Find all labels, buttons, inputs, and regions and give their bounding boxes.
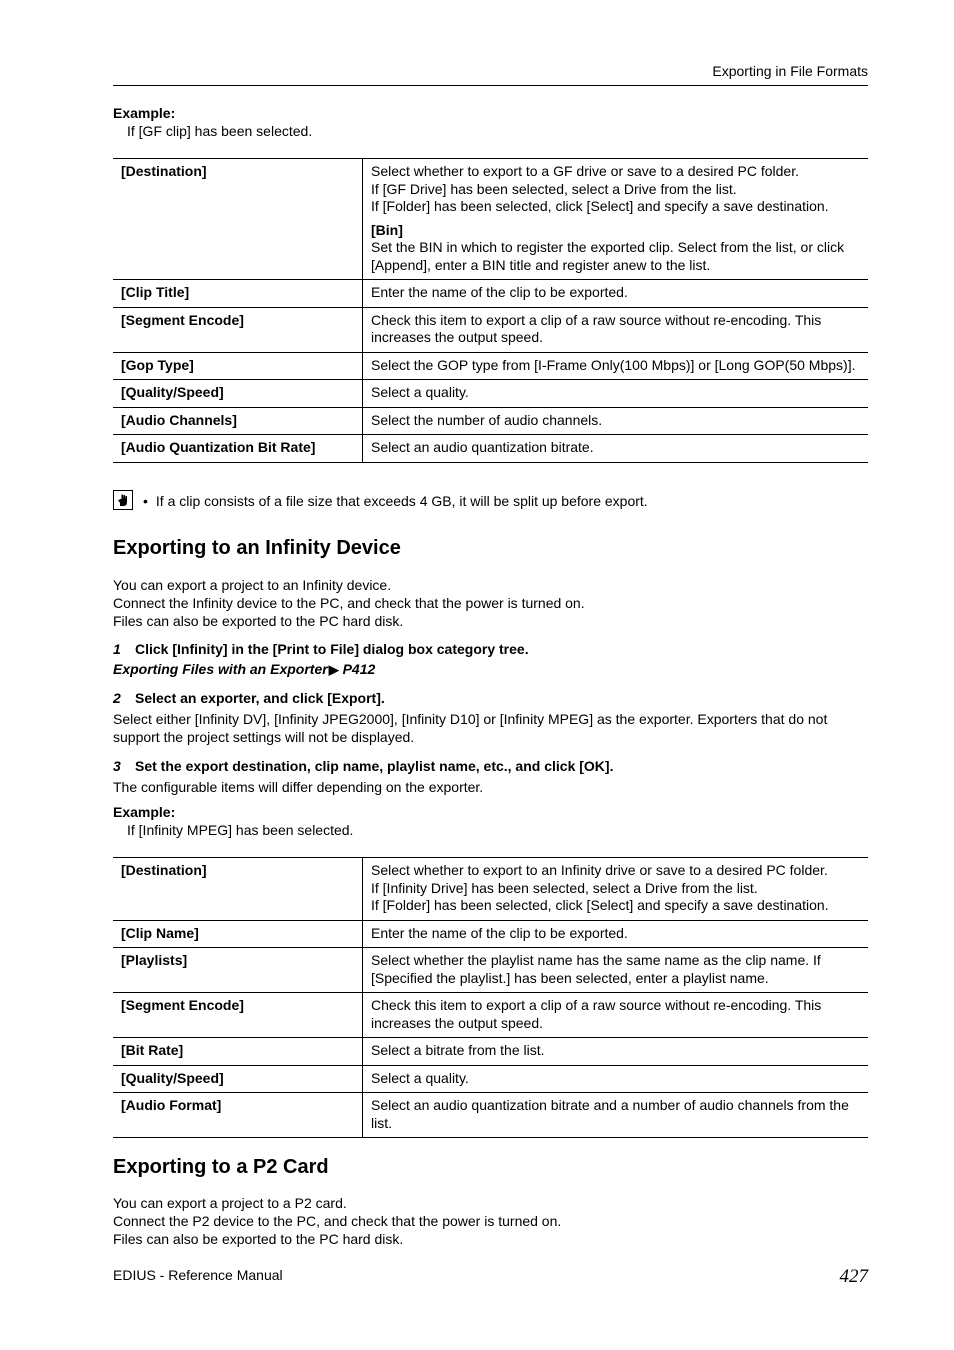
intro-line: Files can also be exported to the PC hard disk. <box>113 613 404 629</box>
setting-name: [Audio Format] <box>113 1093 363 1138</box>
note-bullet: • <box>143 493 148 509</box>
setting-name: [Bit Rate] <box>113 1038 363 1066</box>
setting-description: Select the GOP type from [I-Frame Only(100 Mbps)] or [Long GOP(50 Mbps)]. <box>363 352 869 380</box>
note-content: If a clip consists of a file size that exceeds 4 GB, it will be split up before export. <box>155 493 648 509</box>
table-row <box>113 858 868 921</box>
table-row <box>113 1038 868 1066</box>
table-row <box>113 920 868 948</box>
intro-line: Connect the P2 device to the PC, and check that the power is turned on. <box>113 1213 562 1229</box>
table-row <box>113 435 868 463</box>
setting-name: [Destination] <box>113 159 363 280</box>
step-number: 2 <box>113 690 121 706</box>
step-3-description: The configurable items will differ depending on the exporter. <box>113 779 484 795</box>
note-block <box>113 490 868 514</box>
setting-description: Enter the name of the clip to be exported. <box>363 920 869 948</box>
example-condition: If [Infinity MPEG] has been selected. <box>127 822 354 838</box>
table-row <box>113 352 868 380</box>
section-title-p2: Exporting to a P2 Card <box>113 1156 329 1178</box>
setting-description: Select an audio quantization bitrate and a number of audio channels from the list. <box>363 1093 869 1138</box>
infinity-settings-table <box>113 857 868 1138</box>
setting-description: Check this item to export a clip of a raw source without re-encoding. This increases the output speed. <box>363 993 869 1038</box>
table-row <box>113 948 868 993</box>
description-line: Select whether to export to a GF drive or save to a desired PC folder. <box>371 163 799 179</box>
setting-name: [Gop Type] <box>113 352 363 380</box>
example-label: Example: <box>113 804 176 820</box>
gf-settings-table <box>113 158 868 463</box>
setting-name: [Segment Encode] <box>113 993 363 1038</box>
step-text: Select an exporter, and click [Export]. <box>135 690 385 706</box>
intro-line: You can export a project to a P2 card. <box>113 1195 347 1211</box>
example-condition: If [GF clip] has been selected. <box>127 123 313 139</box>
setting-description: Select a quality. <box>363 1065 869 1093</box>
description-line: If [Infinity Drive] has been selected, select a Drive from the list. <box>371 879 758 896</box>
sub-setting-name: [Bin] <box>371 221 403 238</box>
table-row <box>113 407 868 435</box>
xref-text: Exporting Files with an Exporter <box>113 661 328 677</box>
gf-settings-table-wrap <box>113 158 868 463</box>
intro-line: You can export a project to an Infinity device. <box>113 577 392 593</box>
table-row <box>113 159 868 280</box>
description-line: If [Folder] has been selected, click [Select] and specify a save destination. <box>371 198 829 214</box>
cross-reference-link[interactable] <box>113 660 868 679</box>
setting-description: Select a quality. <box>363 380 869 408</box>
header-rule <box>113 85 868 86</box>
table-row <box>113 993 868 1038</box>
step-2 <box>113 689 868 707</box>
section-title-infinity: Exporting to an Infinity Device <box>113 537 401 559</box>
example-block-infinity <box>113 803 868 839</box>
setting-description: Enter the name of the clip to be exported. <box>363 280 869 308</box>
step-text: Set the export destination, clip name, playlist name, etc., and click [OK]. <box>135 758 614 774</box>
setting-description <box>363 858 869 921</box>
infinity-settings-table-wrap <box>113 857 868 1138</box>
step-1 <box>113 640 868 658</box>
note-hand-icon <box>113 490 133 510</box>
setting-name: [Playlists] <box>113 948 363 993</box>
description-line: Select whether to export to an Infinity drive or save to a desired PC folder. <box>371 862 828 878</box>
example-block-gf <box>113 104 868 140</box>
table-row <box>113 1065 868 1093</box>
intro-line: Files can also be exported to the PC hard disk. <box>113 1231 404 1247</box>
setting-description: Select the number of audio channels. <box>363 407 869 435</box>
description-line: If [Folder] has been selected, click [Select] and specify a save destination. <box>371 897 829 913</box>
setting-description: Select a bitrate from the list. <box>363 1038 869 1066</box>
setting-name: [Audio Channels] <box>113 407 363 435</box>
setting-name: [Clip Name] <box>113 920 363 948</box>
setting-description <box>363 159 869 280</box>
step-3 <box>113 757 868 775</box>
note-text <box>143 492 648 510</box>
setting-name: [Quality/Speed] <box>113 1065 363 1093</box>
footer-manual-title: EDIUS - Reference Manual <box>113 1267 283 1283</box>
setting-name: [Audio Quantization Bit Rate] <box>113 435 363 463</box>
setting-name: [Segment Encode] <box>113 307 363 352</box>
page-number: 427 <box>839 1266 868 1287</box>
xref-arrow-icon: ▶ <box>328 662 339 677</box>
setting-description: Check this item to export a clip of a raw source without re-encoding. This increases the output speed. <box>363 307 869 352</box>
step-number: 3 <box>113 758 121 774</box>
setting-name: [Clip Title] <box>113 280 363 308</box>
description-line: If [GF Drive] has been selected, select a Drive from the list. <box>371 180 737 197</box>
step-text: Click [Infinity] in the [Print to File] dialog box category tree. <box>135 641 529 657</box>
setting-description: Select an audio quantization bitrate. <box>363 435 869 463</box>
setting-name: [Quality/Speed] <box>113 380 363 408</box>
table-row <box>113 280 868 308</box>
step-2-description: Select either [Infinity DV], [Infinity JPEG2000], [Infinity D10] or [Infinity MPEG] as the exporter. Exporters that do not support the project settings will not be displayed. <box>113 711 828 745</box>
table-row <box>113 307 868 352</box>
xref-page: P412 <box>342 661 376 677</box>
infinity-intro <box>113 576 868 630</box>
p2-intro <box>113 1194 868 1248</box>
sub-setting-description: Set the BIN in which to register the exported clip. Select from the list, or click [Append], enter a BIN title and register anew to the list. <box>371 239 845 273</box>
intro-line: Connect the Infinity device to the PC, and check that the power is turned on. <box>113 595 585 611</box>
table-row <box>113 1093 868 1138</box>
step-number: 1 <box>113 641 121 657</box>
example-label: Example: <box>113 105 176 121</box>
running-head: Exporting in File Formats <box>712 63 868 79</box>
setting-description: Select whether the playlist name has the same name as the clip name. If [Specified the playlist.] has been selected, enter a playlist name. <box>363 948 869 993</box>
setting-name: [Destination] <box>113 858 363 921</box>
table-row <box>113 380 868 408</box>
